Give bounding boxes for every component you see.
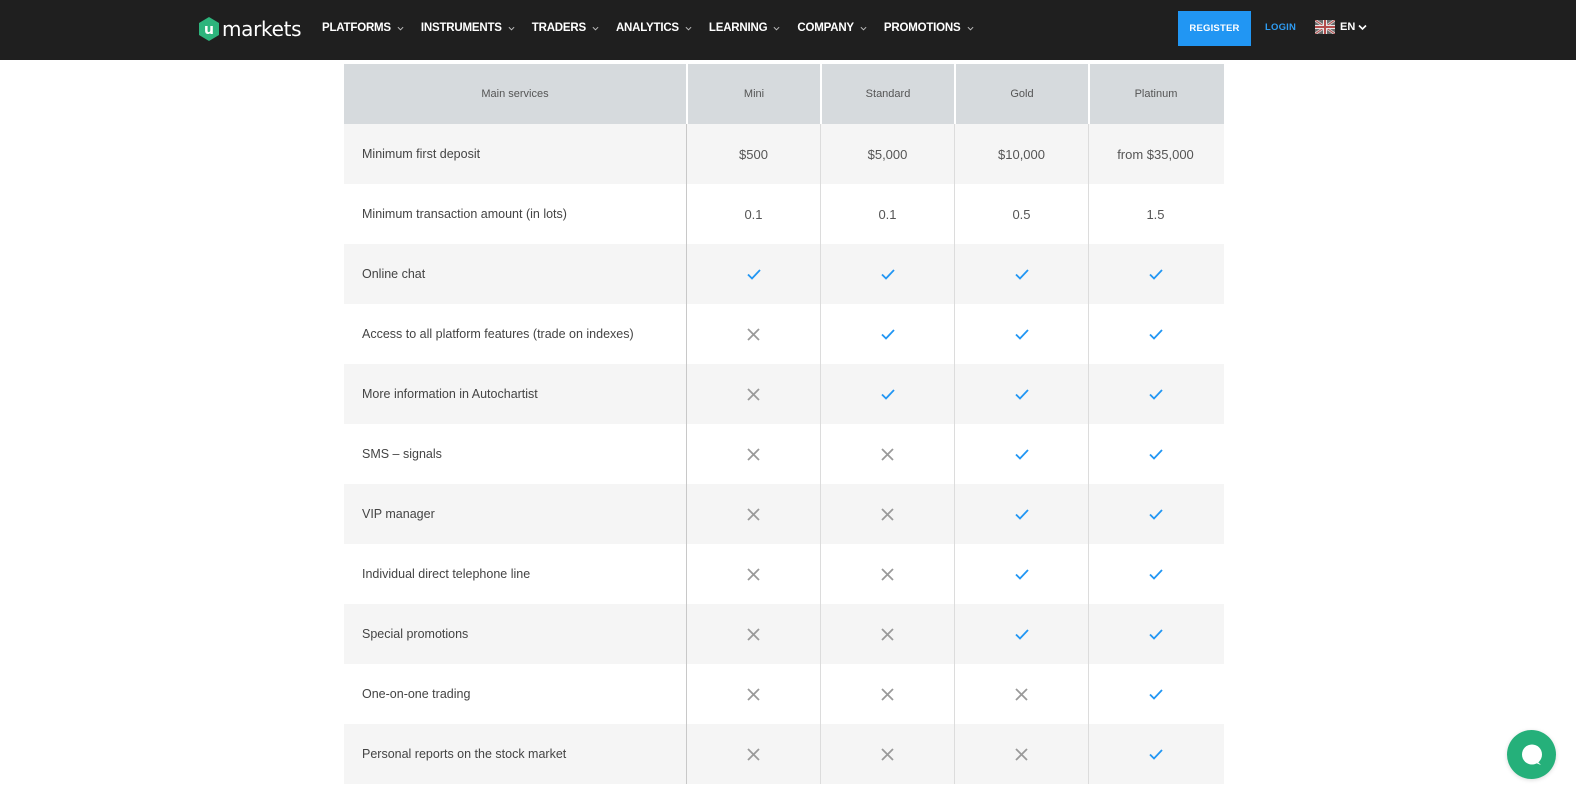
checkmark-icon — [1149, 389, 1163, 400]
cross-icon — [747, 628, 760, 641]
login-link[interactable]: LOGIN — [1265, 22, 1297, 33]
checkmark-icon — [1149, 569, 1163, 580]
cell-included — [954, 484, 1088, 544]
cross-icon — [747, 508, 760, 521]
row-label: One-on-one trading — [362, 687, 471, 701]
nav-item-learning[interactable] — [709, 22, 780, 34]
cross-icon — [747, 688, 760, 701]
live-chat-button[interactable] — [1507, 730, 1556, 779]
cell-not-included — [954, 724, 1088, 784]
table-row — [344, 724, 1224, 784]
cross-icon — [747, 568, 760, 581]
header-plan-platinum: Platinum — [1088, 64, 1222, 124]
language-label: EN — [1340, 21, 1356, 33]
chevron-down-icon — [592, 25, 599, 32]
row-label: Minimum transaction amount (in lots) — [362, 207, 567, 221]
cell-not-included — [820, 484, 954, 544]
nav-item-instruments[interactable] — [421, 22, 515, 34]
checkmark-icon — [1149, 509, 1163, 520]
row-label: Minimum first deposit — [362, 147, 481, 161]
checkmark-icon — [1015, 269, 1029, 280]
cell-included — [1088, 484, 1222, 544]
cell-included — [1088, 364, 1222, 424]
table-row — [344, 664, 1224, 724]
checkmark-icon — [1015, 389, 1029, 400]
chevron-down-icon — [397, 25, 404, 32]
table-row — [344, 544, 1224, 604]
header-plan-standard: Standard — [820, 64, 954, 124]
row-label: More information in Autochartist — [362, 387, 538, 401]
header-plan-gold: Gold — [954, 64, 1088, 124]
language-selector[interactable] — [1315, 20, 1367, 34]
nav-item-analytics[interactable] — [616, 22, 692, 34]
cell-included — [820, 304, 954, 364]
checkmark-icon — [881, 329, 895, 340]
cell-not-included — [686, 724, 820, 784]
checkmark-icon — [1015, 629, 1029, 640]
cell-value: $10,000 — [954, 124, 1088, 184]
top-navigation-bar — [0, 0, 1576, 60]
cell-value: 0.1 — [820, 184, 954, 244]
umarkets-logo[interactable] — [198, 16, 301, 42]
checkmark-icon — [1149, 449, 1163, 460]
nav-item-traders[interactable] — [532, 22, 599, 34]
logo-letter: u — [204, 22, 214, 38]
checkmark-icon — [1149, 269, 1163, 280]
nav-item-label: TRADERS — [531, 22, 586, 34]
cell-included — [1088, 304, 1222, 364]
cross-icon — [881, 688, 894, 701]
cell-value: $500 — [686, 124, 820, 184]
row-label: Access to all platform features (trade on indexes) — [362, 327, 634, 341]
cell-not-included — [686, 664, 820, 724]
cell-included — [1088, 664, 1222, 724]
cell-included — [686, 244, 820, 304]
cross-icon — [881, 628, 894, 641]
cell-included — [1088, 544, 1222, 604]
nav-item-label: LEARNING — [708, 22, 768, 34]
register-button[interactable]: REGISTER — [1178, 11, 1251, 46]
nav-item-label: PLATFORMS — [322, 22, 391, 34]
table-header-row — [344, 64, 1224, 124]
chat-bubble-icon — [1520, 743, 1544, 767]
table-row — [344, 484, 1224, 544]
chevron-down-icon — [773, 25, 780, 32]
cross-icon — [1015, 688, 1028, 701]
table-row — [344, 364, 1224, 424]
checkmark-icon — [881, 269, 895, 280]
checkmark-icon — [881, 389, 895, 400]
cell-included — [954, 424, 1088, 484]
table-row — [344, 124, 1224, 184]
row-label: VIP manager — [362, 507, 435, 521]
cell-not-included — [954, 664, 1088, 724]
table-row — [344, 184, 1224, 244]
nav-item-label: COMPANY — [797, 22, 854, 34]
cell-included — [1088, 244, 1222, 304]
cell-included — [820, 364, 954, 424]
cell-not-included — [686, 364, 820, 424]
nav-item-platforms[interactable] — [322, 22, 404, 34]
checkmark-icon — [1149, 329, 1163, 340]
logo-hexagon-icon — [198, 17, 220, 41]
cell-not-included — [686, 544, 820, 604]
row-label: SMS – signals — [362, 447, 442, 461]
account-comparison-table — [344, 64, 1224, 784]
cell-not-included — [686, 604, 820, 664]
cross-icon — [881, 748, 894, 761]
cross-icon — [747, 388, 760, 401]
cross-icon — [747, 328, 760, 341]
cell-not-included — [820, 424, 954, 484]
chevron-down-icon — [967, 25, 974, 32]
checkmark-icon — [1015, 569, 1029, 580]
cell-not-included — [820, 544, 954, 604]
nav-item-label: INSTRUMENTS — [420, 22, 502, 34]
cross-icon — [881, 508, 894, 521]
checkmark-icon — [747, 269, 761, 280]
nav-item-label: PROMOTIONS — [883, 22, 961, 34]
cell-included — [954, 604, 1088, 664]
table-row — [344, 304, 1224, 364]
cell-included — [1088, 424, 1222, 484]
table-row — [344, 424, 1224, 484]
checkmark-icon — [1015, 449, 1029, 460]
cell-value: 1.5 — [1088, 184, 1222, 244]
cell-value: 0.1 — [686, 184, 820, 244]
table-row — [344, 604, 1224, 664]
logo-text: markets — [222, 17, 302, 41]
row-label: Special promotions — [362, 627, 469, 641]
cell-value: $5,000 — [820, 124, 954, 184]
cell-included — [1088, 604, 1222, 664]
cell-included — [954, 244, 1088, 304]
chevron-down-icon — [860, 25, 867, 32]
cell-not-included — [820, 604, 954, 664]
nav-item-promotions[interactable] — [884, 22, 974, 34]
chevron-down-icon — [1358, 24, 1367, 31]
chevron-down-icon — [685, 25, 692, 32]
cell-value: 0.5 — [954, 184, 1088, 244]
cell-included — [954, 544, 1088, 604]
cell-included — [820, 244, 954, 304]
cross-icon — [881, 568, 894, 581]
cell-not-included — [686, 484, 820, 544]
cell-value: from $35,000 — [1088, 124, 1222, 184]
cell-not-included — [686, 424, 820, 484]
cross-icon — [1015, 748, 1028, 761]
cell-included — [954, 364, 1088, 424]
cross-icon — [881, 448, 894, 461]
checkmark-icon — [1015, 509, 1029, 520]
header-plan-mini: Mini — [686, 64, 820, 124]
checkmark-icon — [1149, 689, 1163, 700]
row-label: Personal reports on the stock market — [362, 747, 567, 761]
nav-item-company[interactable] — [797, 22, 867, 34]
cell-included — [1088, 724, 1222, 784]
header-main-services: Main services — [481, 88, 549, 100]
cross-icon — [747, 448, 760, 461]
row-label: Individual direct telephone line — [362, 567, 531, 581]
row-label: Online chat — [362, 267, 426, 281]
chevron-down-icon — [508, 25, 515, 32]
cell-included — [954, 304, 1088, 364]
cell-not-included — [686, 304, 820, 364]
nav-item-label: ANALYTICS — [615, 22, 679, 34]
table-row — [344, 244, 1224, 304]
main-menu — [322, 0, 991, 56]
checkmark-icon — [1015, 329, 1029, 340]
cross-icon — [747, 748, 760, 761]
cell-not-included — [820, 664, 954, 724]
uk-flag-icon — [1315, 20, 1335, 34]
checkmark-icon — [1149, 629, 1163, 640]
cell-not-included — [820, 724, 954, 784]
checkmark-icon — [1149, 749, 1163, 760]
